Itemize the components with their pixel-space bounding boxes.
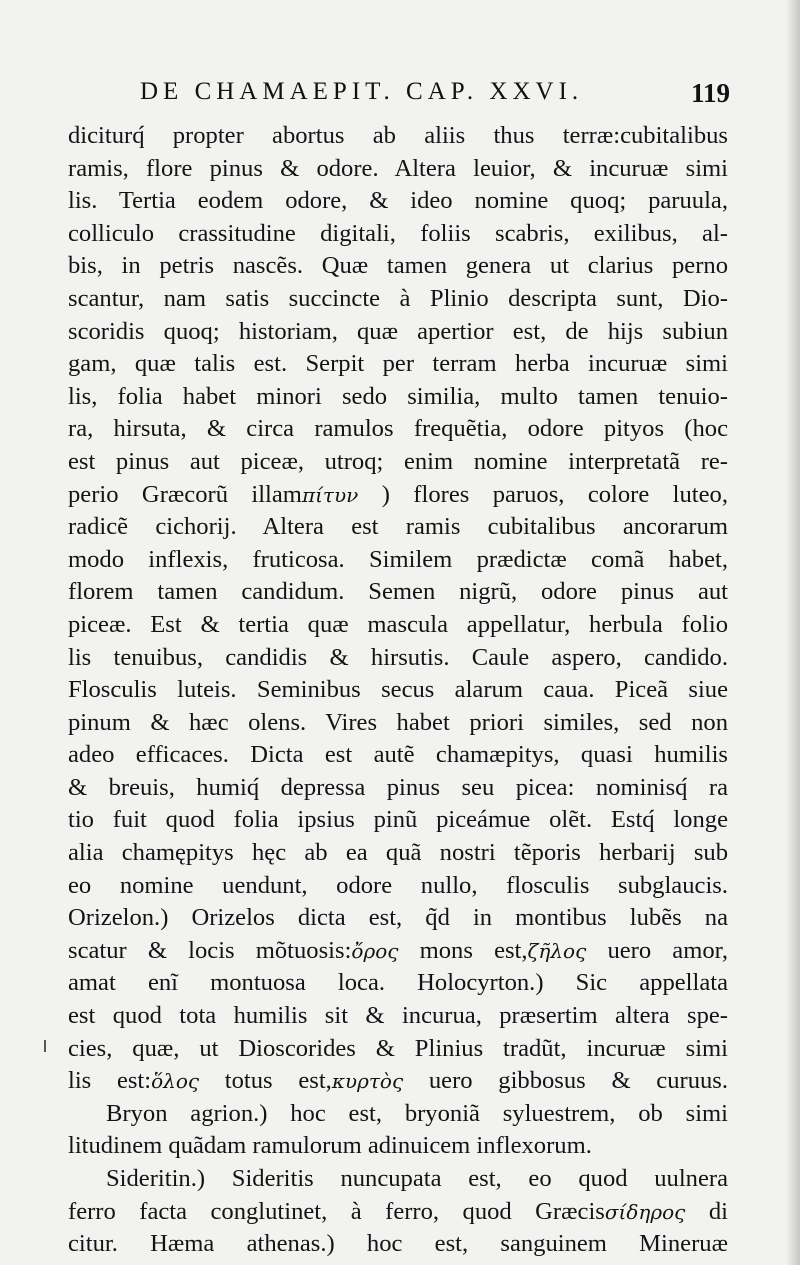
line-text: lis, folia habet minori sedo similia, multo tamen tenuio- — [68, 382, 728, 410]
text-line — [68, 1033, 728, 1066]
text-line — [68, 479, 728, 512]
text-line — [68, 120, 728, 153]
margin-mark — [44, 1040, 46, 1052]
text-line — [68, 576, 728, 609]
running-head: DE CHAMAEPIT. CAP. XXVI. — [140, 78, 584, 105]
line-text: modo inflexis, fruticosa. Similem prædictæ comã habet, — [68, 545, 728, 573]
text-line — [68, 1163, 728, 1196]
text-line — [68, 283, 728, 316]
text-line — [68, 1130, 728, 1163]
line-text: bis, in petris nascẽs. Quæ tamen genera ut clarius perno — [68, 252, 728, 280]
greek-word: σίδηρος — [604, 1199, 686, 1224]
line-text: radicẽ cichorij. Altera est ramis cubitalibus ancorarum — [68, 513, 728, 541]
line-text: piceæ. Est & tertia quæ mascula appellatur, herbula folio — [68, 610, 728, 638]
line-text: ra, hirsuta, & circa ramulos frequẽtia, odore pityos (hoc — [68, 415, 728, 443]
line-text: alia chamępitys hęc ab ea quã nostri tẽporis herbarij sub — [68, 839, 728, 867]
line-text: adeo efficaces. Dicta est autẽ chamæpitys, quasi humilis — [68, 741, 728, 769]
text-line — [68, 642, 728, 675]
line-text: totus est, — [224, 1067, 332, 1095]
text-line — [68, 1196, 728, 1229]
text-line — [68, 511, 728, 544]
text-line — [68, 153, 728, 186]
line-text: di — [708, 1197, 728, 1225]
line-text: scatur & locis mõtuosis: — [68, 936, 352, 964]
text-line — [68, 870, 728, 903]
text-line — [68, 772, 728, 805]
line-text: Flosculis luteis. Seminibus secus alarum caua. Piceã siue — [68, 676, 728, 704]
line-text: perio Græcorũ illam — [68, 480, 302, 508]
greek-word: ὅλος — [151, 1069, 200, 1094]
line-text: mons est, — [419, 936, 528, 964]
text-line — [68, 381, 728, 414]
line-text: Orizelon.) Orizelos dicta est, q̃d in montibus lubẽs na — [68, 904, 728, 932]
text-line — [68, 674, 728, 707]
line-text: uero gibbosus & curuus. — [428, 1067, 729, 1095]
line-text: litudinem quãdam ramulorum adinuicem inflexorum. — [68, 1132, 592, 1160]
line-text: florem tamen candidum. Semen nigrũ, odore pinus aut — [68, 578, 728, 606]
greek-word: κυρτὸς — [331, 1069, 404, 1094]
text-line — [68, 967, 728, 1000]
line-text: citur. Hæma athenas.) hoc est, sanguinem Mineruæ — [68, 1230, 728, 1258]
text-line — [68, 250, 728, 283]
line-text: colliculo crassitudine digitali, foliis scabris, exilibus, al- — [68, 219, 728, 247]
page-header — [140, 78, 730, 114]
line-text: & breuis, humiq́ depressa pinus seu picea: nominisq́ ra — [68, 773, 728, 801]
greek-word: ὄρος — [351, 938, 399, 963]
line-text: lis est: — [68, 1067, 152, 1095]
line-text: est pinus aut piceæ, utroq; enim nomine interpretatã re- — [68, 447, 728, 475]
line-text: amat enĩ montuosa loca. Holocyrton.) Sic appellata — [68, 969, 728, 997]
page-edge-shadow — [786, 0, 800, 1265]
line-text: ) flores paruos, colore luteo, — [381, 480, 728, 508]
line-text: scantur, nam satis succincte à Plinio descripta sunt, Dio- — [68, 284, 728, 312]
line-text: eo nomine uendunt, odore nullo, flosculis subglaucis. — [68, 871, 728, 899]
text-line — [68, 935, 728, 968]
line-text: diciturq́ propter abortus ab aliis thus terræ:cubitalibus — [68, 122, 728, 149]
text-line — [68, 1065, 728, 1098]
text-line — [68, 544, 728, 577]
text-line — [68, 1000, 728, 1033]
line-text: lis tenuibus, candidis & hirsutis. Caule aspero, candido. — [68, 643, 728, 671]
line-text: Bryon agrion.) hoc est, bryoniã syluestrem, ob simi — [106, 1099, 728, 1127]
line-text: ramis, flore pinus & odore. Altera leuior, & incuruæ simi — [68, 154, 728, 182]
greek-word: ζῆλος — [527, 938, 587, 963]
text-line — [68, 413, 728, 446]
body-text — [68, 120, 728, 1261]
text-line — [68, 316, 728, 349]
text-line — [68, 739, 728, 772]
line-text: pinum & hæc olens. Vires habet priori similes, sed non — [68, 708, 728, 736]
line-text: scoridis quoq; historiam, quæ apertior est, de hijs subiun — [68, 317, 728, 345]
line-text: lis. Tertia eodem odore, & ideo nomine quoq; paruula, — [68, 187, 728, 215]
text-line — [68, 218, 728, 251]
text-line — [68, 185, 728, 218]
text-line — [68, 446, 728, 479]
text-line — [68, 1098, 728, 1131]
page-number: 119 — [690, 78, 730, 108]
text-line — [68, 1228, 728, 1261]
text-line — [68, 707, 728, 740]
text-line — [68, 902, 728, 935]
greek-word: πίτυν — [301, 482, 359, 507]
text-line — [68, 837, 728, 870]
text-line — [68, 609, 728, 642]
text-line — [68, 804, 728, 837]
line-text: Sideritin.) Sideritis nuncupata est, eo quod uulnera — [106, 1165, 728, 1192]
line-text: ferro facta conglutinet, à ferro, quod Græcis — [68, 1197, 605, 1225]
line-text: cies, quæ, ut Dioscorides & Plinius tradũt, incuruæ simi — [68, 1034, 728, 1062]
text-line — [68, 348, 728, 381]
line-text: est quod tota humilis sit & incurua, præsertim altera spe- — [68, 1002, 728, 1030]
line-text: tio fuit quod folia ipsius pinũ piceámue olẽt. Estq́ longe — [68, 806, 728, 834]
line-text: gam, quæ talis est. Serpit per terram herba incuruæ simi — [68, 350, 728, 378]
line-text: uero amor, — [607, 936, 728, 964]
